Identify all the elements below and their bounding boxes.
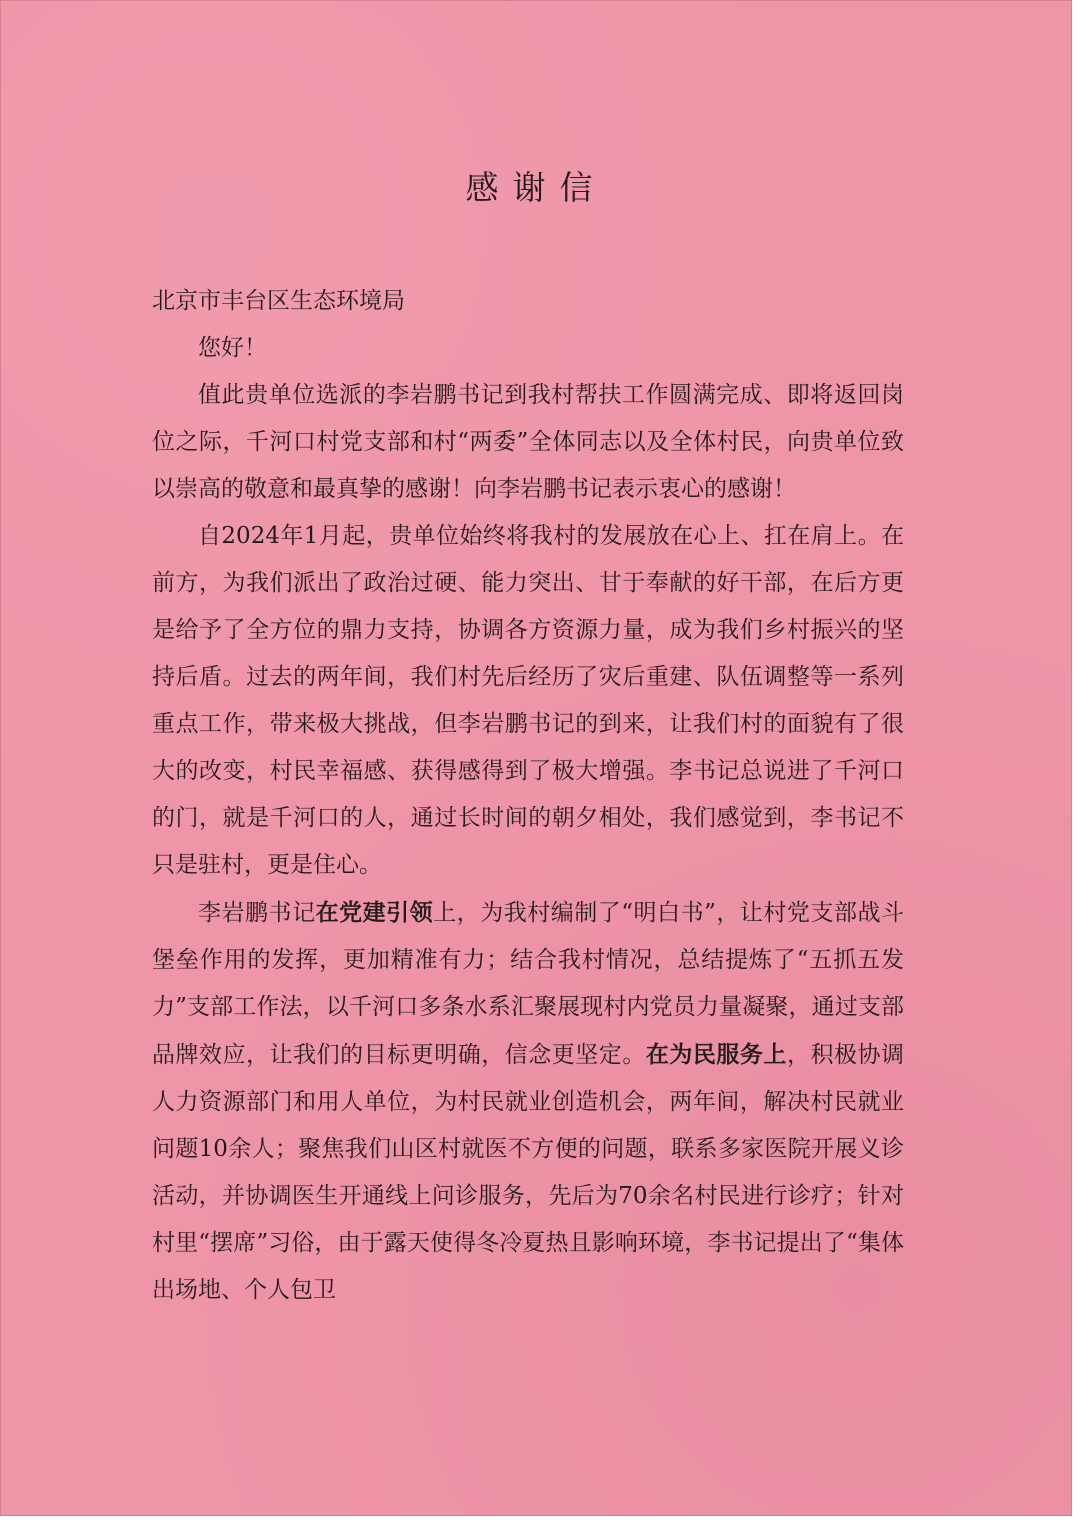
body-paragraph [152, 889, 904, 1314]
body-paragraphs [152, 372, 904, 1314]
body-paragraph [152, 372, 904, 513]
body-paragraph [152, 513, 904, 889]
greeting: 您好！ [198, 335, 267, 361]
emphasis-text: 在党建引领 [315, 899, 434, 926]
paragraph-text: ，积极协调人力资源部门和用人单位，为村民就业创造机会，两年间，解决村民就业问题10余人；聚焦我们山区村就医不方便的问题，联系多家医院开展义诊活动，并协调医生开通线上问诊服务，先后为70余名村民进行诊疗；针对村里“摆席”习俗，由于露天使得冬冷夏热且影响环境，李书记提出了“集体出场地、个人包卫 [152, 1042, 905, 1303]
paragraph-text: 李岩鹏书记 [198, 900, 316, 926]
letter-title: 感谢信 [465, 168, 607, 207]
paragraph-text: 上，为我村编制了“明白书”，让村党支部战斗堡垒作用的发挥，更加精准有力；结合我村情况，总结提炼了“五抓五发力”支部工作法，以千河口多条水系汇聚展现村内党员力量凝聚，通过支部品牌效应，让我们的目标更明确，信念更坚定。 [152, 900, 904, 1068]
paragraph-text: 自2024年1月起，贵单位始终将我村的发展放在心上、扛在肩上。在前方，为我们派出了政治过硬、能力突出、甘于奉献的好干部，在后方更是给予了全方位的鼎力支持，协调各方资源力量，成为我们乡村振兴的坚持后盾。过去的两年间，我们村先后经历了灾后重建、队伍调整等一系列重点工作，带来极大挑战，但李岩鹏书记的到来，让我们村的面貌有了很大的改变，村民幸福感、获得感得到了极大增强。李书记总说进了千河口的门，就是千河口的人，通过长时间的朝夕相处，我们感觉到，李书记不只是驻村，更是住心。 [152, 523, 904, 878]
recipient: 北京市丰台区生态环境局 [152, 288, 405, 314]
paragraph-text: 值此贵单位选派的李岩鹏书记到我村帮扶工作圆满完成、即将返回岗位之际，千河口村党支部和村“两委”全体同志以及全体村民，向贵单位致以崇高的敬意和最真挚的感谢！向李岩鹏书记表示衷心的感谢！ [152, 382, 904, 502]
letter-body [152, 278, 904, 1314]
emphasis-text: 在为民服务上 [645, 1041, 787, 1068]
